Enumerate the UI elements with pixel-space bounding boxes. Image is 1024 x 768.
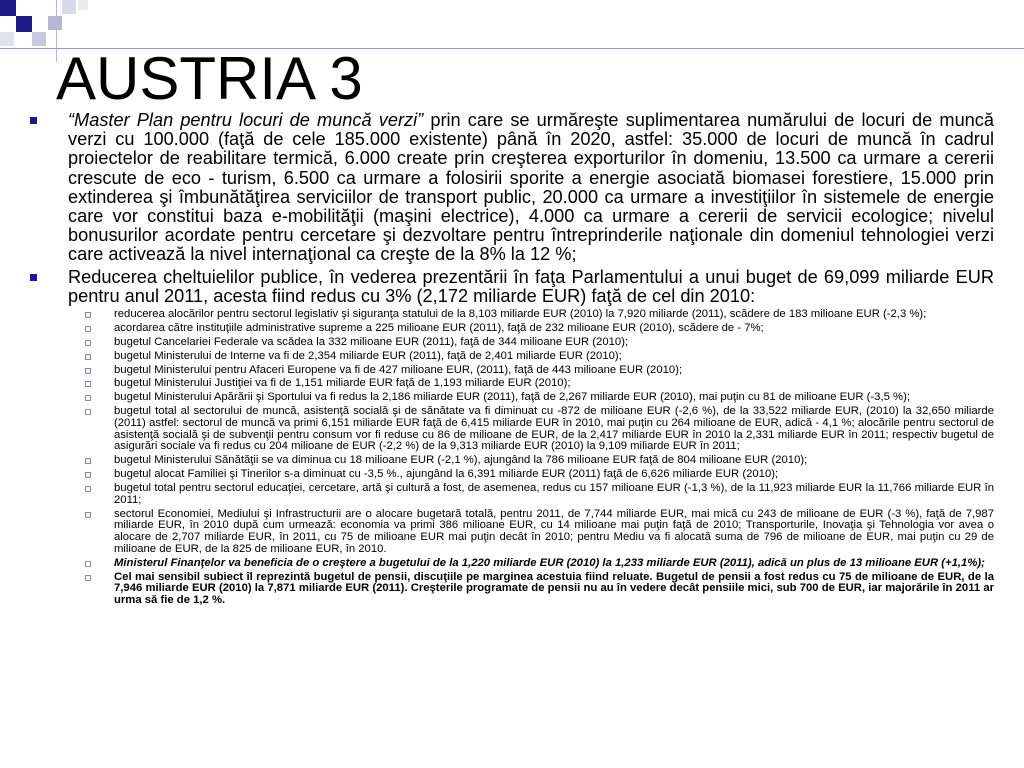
deco-square bbox=[0, 0, 16, 16]
bullet-lead-italic: “Master Plan pentru locuri de muncă verzi” bbox=[68, 110, 424, 130]
subbullet-text: Cel mai sensibil subiect îl reprezintă bugetul de pensii, discuţiile pe marginea acestuia fiind reluate. Bugetul de pensii a fost redus cu 75 de milioane de EUR, de la 7,946 miliarde EUR (2010) la 7,871 miliarde EUR (2011). Creşterile programate de pensii nu au în vedere decât pensiile mici, sub 700 de EUR, iar majorările în 2011 ar urma să fie de 1,2 %. bbox=[114, 570, 994, 606]
subbullet bbox=[30, 365, 994, 377]
subbullet bbox=[30, 337, 994, 349]
subbullet-text: sectorul Economiei, Mediului şi Infrastructurii are o alocare bugetară totală, pentru 2011, de 7,744 miliarde EUR, mai mică cu 243 de milioane de EUR (-3 %), faţă de 7,987 miliarde EUR, în 2010 după cum urmează: economia va primi 386 milioane EUR, cu 14 milioane mai puţin faţă de 2010; Transporturile, Inovaţia şi Tehnologia vor avea o alocare de 2,707 miliarde EUR, în 2011, cu 75 de milioane EUR mai puţin decât în 2010; pentru Mediu va fi alocată suma de 796 de milioane de EUR, mai puţin cu 29 de milioane de EUR, de la 825 de milioane EUR, în 2010. bbox=[114, 507, 994, 555]
slide-title: AUSTRIA 3 bbox=[56, 45, 363, 112]
subbullet-text: Ministerul Finanţelor va beneficia de o creştere a bugetului de la 1,220 miliarde EUR (2010) la 1,233 miliarde EUR (2011), adică un plus de 13 milioane EUR (+1,1%); bbox=[114, 556, 985, 569]
subbullet bbox=[30, 392, 994, 404]
subbullet-text: bugetul total al sectorului de muncă, asistenţă socială şi de sănătate va fi diminuat cu -872 de milioane EUR (-2,6 %), de la 33,522 miliarde EUR, (2010) la 32,650 miliarde (2011) astfel: sectorul de muncă va primi 6,151 miliarde EUR faţă de 6,415 miliarde EUR în 2010, mai puţin cu 264 milioane de EUR, adică - 4,1 %; alocările pentru sectorul de asistenţă socială şi de subvenţii pentru consum vor fi reduse cu 86 de milioane de EUR, de la 2,417 miliarde EUR în 2010 la 2,331 miliarde EUR în 2011; respectiv bugetul de asigurări sociale va fi redus cu 204 milioane de EUR (-2,2 %) de la 9,313 miliarde EUR (2010) la 9,109 miliarde EUR în 2011; bbox=[114, 405, 994, 453]
subbullet bbox=[30, 455, 994, 467]
subbullet-text: bugetul Ministerului pentru Afaceri Europene va fi de 427 milioane EUR, (2011), faţă de 443 milioane EUR (2010); bbox=[114, 363, 683, 376]
subbullet-text: bugetul Ministerului Sănătăţii se va diminua cu 18 milioane EUR (-2,1 %), ajungând la 786 milioane EUR faţă de 804 milioane EUR (2010); bbox=[114, 454, 808, 467]
subbullet bbox=[30, 509, 994, 556]
subbullet bbox=[30, 469, 994, 481]
deco-square bbox=[16, 16, 32, 32]
slide-body bbox=[30, 111, 994, 609]
hollow-square-icon bbox=[85, 395, 91, 401]
subbullet bbox=[30, 406, 994, 453]
hollow-square-icon bbox=[85, 312, 91, 318]
hollow-square-icon bbox=[85, 575, 91, 581]
hollow-square-icon bbox=[85, 512, 91, 518]
subbullet-emphasis bbox=[30, 558, 994, 570]
bullet-text: prin care se urmăreşte suplimentarea numărului de locuri de muncă verzi cu 100.000 (faţă de cele 185.000 existente) până în 2020, astfel: 35.000 de locuri de muncă în cadrul proiectelor de reabilitare termică, 6.000 create prin creşterea exporturilor în domeniu, 13.500 ca urmare a cererii crescute de eco - turism, 6.500 ca urmare a folosirii sporite a energie asociată biomasei forestiere, 15.000 prin extinderea şi îmbunătăţirea serviciilor de transport public, 20.000 ca urmare a investiţiilor în sistemele de energie care vor constitui baza e-mobilităţii (maşini electrice), 4.000 ca urmare a cererii de servicii ecologice; nivelul bonusurilor acordate pentru cercetare şi dezvoltare pentru întreprinderile naţionale din domeniul tehnologiei verzi care activează la nivel internaţional ca creşte de la 8% la 12 %; bbox=[68, 110, 995, 265]
hollow-square-icon bbox=[85, 326, 91, 332]
bullet-square-icon bbox=[30, 274, 37, 281]
subbullet-text: bugetul Ministerului Justiţiei va fi de 1,151 miliarde EUR faţă de 1,193 miliarde EUR (2010); bbox=[114, 377, 571, 390]
bullet-reducere-cheltuieli bbox=[30, 268, 994, 306]
hollow-square-icon bbox=[85, 354, 91, 360]
deco-square bbox=[62, 0, 76, 14]
subbullet bbox=[30, 378, 994, 390]
subbullet-emphasis bbox=[30, 572, 994, 607]
subbullet bbox=[30, 323, 994, 335]
deco-square bbox=[48, 16, 62, 30]
hollow-square-icon bbox=[85, 368, 91, 374]
hollow-square-icon bbox=[85, 561, 91, 567]
deco-square bbox=[0, 32, 14, 46]
bullet-square-icon bbox=[30, 117, 37, 124]
subbullet-text: bugetul total pentru sectorul educaţiei, cercetare, artă şi cultură a fost, de asemenea, redus cu 157 milioane EUR (-1,3 %), de la 11,923 miliarde EUR la 11,766 miliarde EUR în 2011; bbox=[114, 482, 994, 506]
hollow-square-icon bbox=[85, 458, 91, 464]
subbullet bbox=[30, 351, 994, 363]
bullet-master-plan bbox=[30, 111, 994, 265]
subbullet bbox=[30, 483, 994, 506]
subbullet-text: bugetul Ministerului de Interne va fi de 2,354 miliarde EUR (2011), faţă de 2,401 miliarde EUR (2010); bbox=[114, 349, 622, 362]
hollow-square-icon bbox=[85, 381, 91, 387]
bullet-text: Reducerea cheltuielilor publice, în vederea prezentării în faţa Parlamentului a unui buget de 69,099 miliarde EUR pentru anul 2011, acesta fiind redus cu 3% (2,172 miliarde EUR) faţă de cel din 2010: bbox=[68, 266, 994, 306]
subbullet-text: acordarea către instituţiile administrative supreme a 225 milioane EUR (2011), faţă de 232 milioane EUR (2010), scădere de - 7%; bbox=[114, 321, 764, 334]
subbullet-text: bugetul Cancelariei Federale va scădea la 332 milioane EUR (2011), faţă de 344 milioane EUR (2010); bbox=[114, 335, 629, 348]
subbullet-text: bugetul Ministerului Apărării şi Sportului va fi redus la 2,186 miliarde EUR (2011), faţă de 2,267 miliarde EUR (2010), mai puţin cu 81 de milioane EUR (-3,5 %); bbox=[114, 391, 910, 404]
hollow-square-icon bbox=[85, 340, 91, 346]
deco-square bbox=[78, 0, 88, 10]
hollow-square-icon bbox=[85, 486, 91, 492]
subbullet-text: reducerea alocărilor pentru sectorul legislativ şi siguranţa statului de la 8,103 miliarde EUR (2010) la 7,920 miliarde (2011), scădere de 183 milioane EUR (-2,3 %); bbox=[114, 308, 927, 321]
subbullet-text: bugetul alocat Familiei şi Tinerilor s-a diminuat cu -3,5 %., ajungând la 6,391 miliarde EUR (2011) faţă de 6,626 miliarde EUR (2010); bbox=[114, 468, 779, 481]
subbullet bbox=[30, 309, 994, 321]
hollow-square-icon bbox=[85, 472, 91, 478]
hollow-square-icon bbox=[85, 409, 91, 415]
deco-square bbox=[32, 32, 46, 46]
